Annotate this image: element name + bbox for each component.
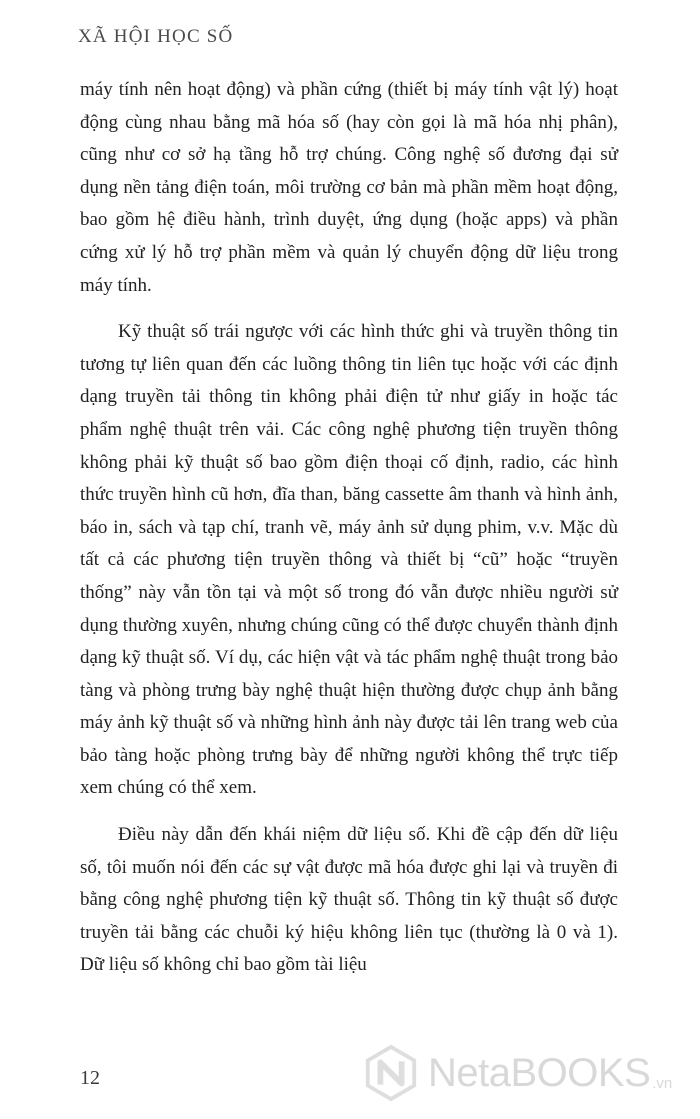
paragraph: Kỹ thuật số trái ngược với các hình thức ghi và truyền thông tin tương tự liên quan đến các luồng thông tin liên tục hoặc với các định dạng truyền tải thông tin không phải điện tử như giấy in hoặc tác phẩm nghệ thuật trên vải. Các công nghệ phương tiện truyền thông không phải kỹ thuật số bao gồm điện thoại cố định, radio, các hình thức truyền hình cũ hơn, đĩa than, băng cassette âm thanh và hình ảnh, báo in, sách và tạp chí, tranh vẽ, máy ảnh sử dụng phim, v.v. Mặc dù tất cả các phương tiện truyền thông và thiết bị “cũ” hoặc “truyền thống” này vẫn tồn tại và một số trong đó vẫn được nhiều người sử dụng thường xuyên, nhưng chúng cũng có thể được chuyển thành định dạng kỹ thuật số. Ví dụ, các hiện vật và tác phẩm nghệ thuật trong bảo tàng và phòng trưng bày nghệ thuật hiện thường được chụp ảnh bằng máy ảnh kỹ thuật số và những hình ảnh này được tải lên trang web của bảo tàng hoặc phòng trưng bày để những người không thể trực tiếp xem chúng có thể xem. <box>80 321 618 799</box>
netabooks-logo-icon <box>362 1044 420 1102</box>
watermark-brand: NetaBOOKS <box>428 1050 651 1095</box>
body-text <box>80 74 618 996</box>
watermark-suffix: .vn <box>652 1075 673 1092</box>
page-number: 12 <box>80 1067 100 1089</box>
paragraph: Điều này dẫn đến khái niệm dữ liệu số. Khi đề cập đến dữ liệu số, tôi muốn nói đến các sự vật được mã hóa được ghi lại và truyền đi bằng công nghệ phương tiện kỹ thuật số. Thông tin kỹ thuật số được truyền tải bằng các chuỗi ký hiệu không liên tục (thường là 0 và 1). Dữ liệu số không chỉ bao gồm tài liệu <box>80 824 618 976</box>
netabooks-watermark <box>362 1040 692 1106</box>
paragraph: máy tính nên hoạt động) và phần cứng (thiết bị máy tính vật lý) hoạt động cùng nhau bằng mã hóa số (hay còn gọi là mã hóa nhị phân), cũng như cơ sở hạ tầng hỗ trợ chúng. Công nghệ số đương đại sử dụng nền tảng điện toán, môi trường cơ bản mà phần mềm hoạt động, bao gồm hệ điều hành, trình duyệt, ứng dụng (hoặc apps) và phần cứng xử lý hỗ trợ phần mềm và quản lý chuyển động dữ liệu trong máy tính. <box>80 79 618 296</box>
running-header: XÃ HỘI HỌC SỐ <box>78 26 234 47</box>
